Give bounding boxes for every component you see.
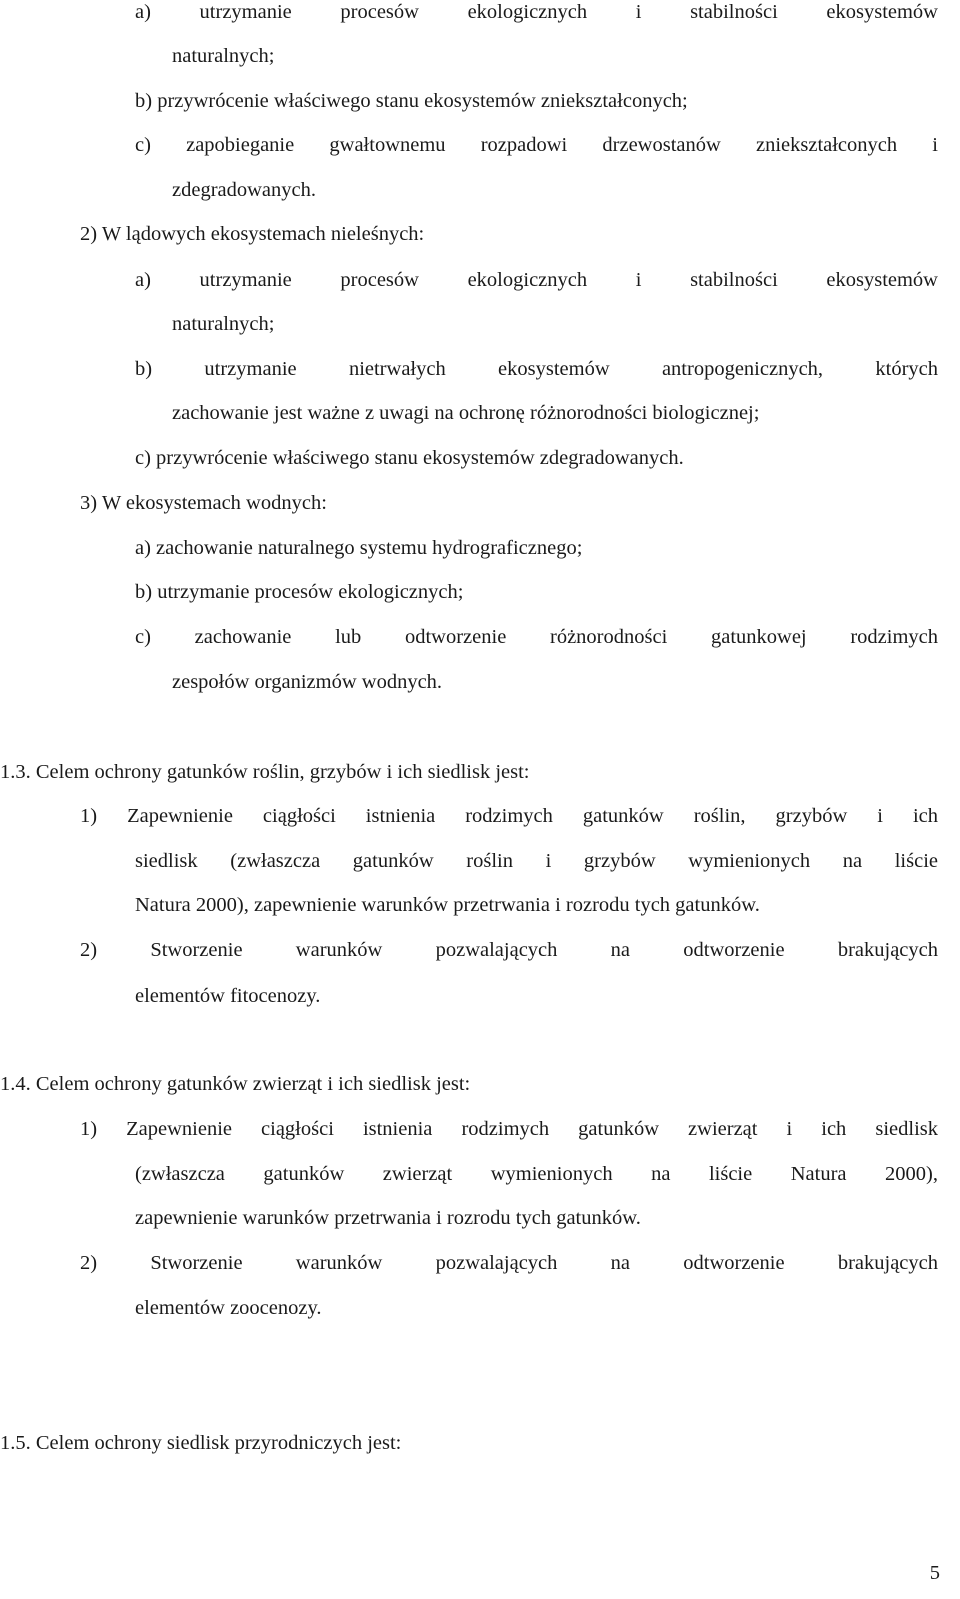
list3-item-b: b) utrzymanie procesów ekologicznych; bbox=[135, 581, 464, 603]
s14-item2-line1: 2) Stworzenie warunków pozwalających na odtworzenie brakujących bbox=[80, 1252, 938, 1274]
s14-item1-line1: 1) Zapewnienie ciągłości istnienia rodzimych gatunków zwierząt i ich siedlisk bbox=[80, 1118, 938, 1140]
list1-item-b: b) przywrócenie właściwego stanu ekosystemów zniekształconych; bbox=[135, 90, 688, 112]
list1-item-c-line2: zdegradowanych. bbox=[172, 179, 317, 201]
list2-item-a-line1: a) utrzymanie procesów ekologicznych i stabilności ekosystemów bbox=[135, 269, 938, 291]
s14-item1-line3: zapewnienie warunków przetrwania i rozrodu tych gatunków. bbox=[135, 1207, 641, 1229]
section-1-5-heading: 1.5. Celem ochrony siedlisk przyrodniczych jest: bbox=[0, 1432, 402, 1454]
s13-item2-line2: elementów fitocenozy. bbox=[135, 985, 321, 1007]
page-number: 5 bbox=[929, 1562, 940, 1584]
s14-item2-line2: elementów zoocenozy. bbox=[135, 1297, 322, 1319]
list1-item-c-line1: c) zapobieganie gwałtownemu rozpadowi drzewostanów zniekształconych i bbox=[135, 134, 938, 156]
s14-item1-line2: (zwłaszcza gatunków zwierząt wymienionych na liście Natura 2000), bbox=[135, 1163, 938, 1185]
s13-item1-line3: Natura 2000), zapewnienie warunków przetrwania i rozrodu tych gatunków. bbox=[135, 894, 760, 916]
list2-item-b-line1: b) utrzymanie nietrwałych ekosystemów antropogenicznych, których bbox=[135, 358, 938, 380]
s13-item1-line2: siedlisk (zwłaszcza gatunków roślin i grzybów wymienionych na liście bbox=[135, 850, 938, 872]
section-1-3-heading: 1.3. Celem ochrony gatunków roślin, grzybów i ich siedlisk jest: bbox=[0, 761, 530, 783]
list3-item-c-line2: zespołów organizmów wodnych. bbox=[172, 671, 443, 693]
list1-item-a-line1: a) utrzymanie procesów ekologicznych i stabilności ekosystemów bbox=[135, 1, 938, 23]
list2-item-a-line2: naturalnych; bbox=[172, 313, 275, 335]
list2-item-b-line2: zachowanie jest ważne z uwagi na ochronę różnorodności biologicznej; bbox=[172, 402, 760, 424]
list1-item-a-line2: naturalnych; bbox=[172, 45, 275, 67]
list2-heading: 2) W lądowych ekosystemach nieleśnych: bbox=[80, 223, 425, 245]
section-1-4-heading: 1.4. Celem ochrony gatunków zwierząt i ich siedlisk jest: bbox=[0, 1073, 471, 1095]
list3-item-c-line1: c) zachowanie lub odtworzenie różnorodności gatunkowej rodzimych bbox=[135, 626, 938, 648]
s13-item2-line1: 2) Stworzenie warunków pozwalających na odtworzenie brakujących bbox=[80, 939, 938, 961]
list3-item-a: a) zachowanie naturalnego systemu hydrograficznego; bbox=[135, 537, 583, 559]
list2-item-c: c) przywrócenie właściwego stanu ekosystemów zdegradowanych. bbox=[135, 447, 684, 469]
list3-heading: 3) W ekosystemach wodnych: bbox=[80, 492, 327, 514]
s13-item1-line1: 1) Zapewnienie ciągłości istnienia rodzimych gatunków roślin, grzybów i ich bbox=[80, 805, 938, 827]
